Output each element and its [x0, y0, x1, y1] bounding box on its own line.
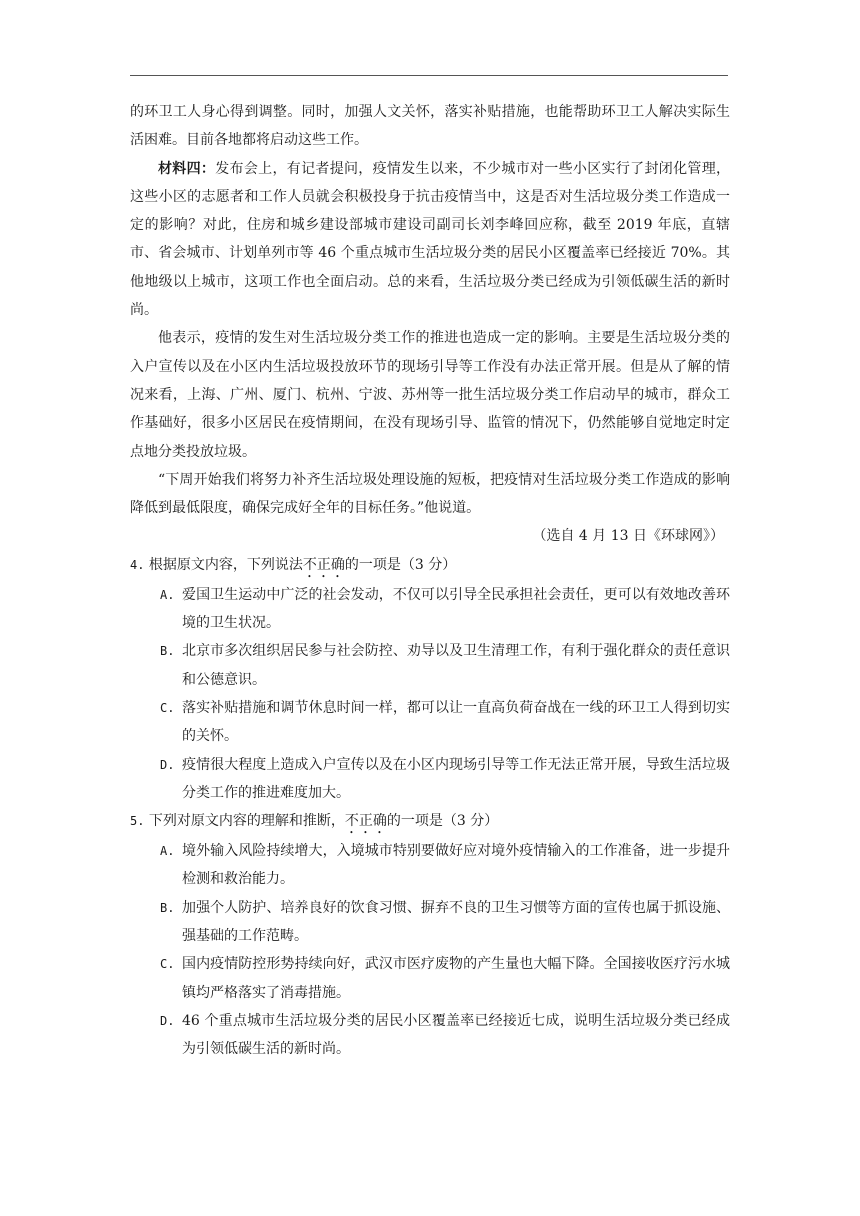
option-letter: B. [160, 644, 175, 659]
option-d[interactable] [130, 1007, 730, 1064]
header-rule [130, 75, 728, 76]
option-d[interactable] [130, 751, 730, 808]
question-5 [130, 807, 730, 1063]
option-letter: C. [160, 700, 175, 715]
option-c[interactable] [130, 694, 730, 751]
material-4-text: 发布会上，有记者提问，疫情发生以来，不少城市对一些小区实行了封闭化管理，这些小区的志愿者和工作人员就会积极投身于抗击疫情当中，这是否对生活垃圾分类工作造成一定的影响？对此，住房和城乡建设部城市建设司副司长刘李峰回应称，截至 2019 年底，直辖市、省会城市、计划单列市等 46 个重点城市生活垃圾分类的居民小区覆盖率已经接近 70%。其他地级以上城市，这项工作也全面启动。总的来看，生活垃圾分类已经成为引领低碳生活的新时尚。 [130, 160, 731, 319]
option-a[interactable] [130, 837, 730, 894]
option-b[interactable] [130, 894, 730, 951]
option-text: 疫情很大程度上造成入户宣传以及在小区内现场引导等工作无法正常开展，导致生活垃圾分类工作的推进难度加大。 [182, 756, 730, 801]
question-4 [130, 551, 730, 807]
question-stem [130, 807, 730, 837]
question-stem-text: 下列对原文内容的理解和推断， [148, 813, 345, 830]
passage-paragraph-continued: 的环卫工人身心得到调整。同时，加强人文关怀，落实补贴措施，也能帮助环卫工人解决实际生活困难。目前各地都将启动这些工作。 [130, 104, 730, 149]
passage-paragraph-3: “下周开始我们将努力补齐生活垃圾处理设施的短板，把疫情对生活垃圾分类工作造成的影响降低到最低限度，确保完成好全年的目标任务。”他说道。 [130, 471, 730, 517]
option-text: 境外输入风险持续增大，入境城市特别要做好应对境外疫情输入的工作准备，进一步提升检测和救治能力。 [182, 843, 730, 888]
option-text: 46 个重点城市生活垃圾分类的居民小区覆盖率已经接近七成，说明生活垃圾分类已经成为引领低碳生活的新时尚。 [182, 1012, 730, 1058]
option-b[interactable] [130, 637, 730, 694]
passage-paragraph-2: 他表示，疫情的发生对生活垃圾分类工作的推进也造成一定的影响。主要是生活垃圾分类的入户宣传以及在小区内生活垃圾投放环节的现场引导等工作没有办法正常开展。但是从了解的情况来看，上海、广州、厦门、杭州、宁波、苏州等一批生活垃圾分类工作启动早的城市，群众工作基础好，很多小区居民在疫情期间，在没有现场引导、监管的情况下，仍然能够自觉地定时定点地分类投放垃圾。 [130, 330, 730, 460]
option-a[interactable] [130, 581, 730, 638]
option-letter: C. [160, 957, 175, 972]
emphasis-text: 不正确 [302, 556, 345, 573]
material-4-label: 材料四： [158, 160, 216, 177]
option-text: 国内疫情防控形势持续向好，武汉市医疗废物的产生量也大幅下降。全国接收医疗污水城镇均严格落实了消毒措施。 [182, 956, 730, 1001]
option-letter: A. [160, 587, 175, 602]
option-text: 落实补贴措施和调节休息时间一样，都可以让一直高负荷奋战在一线的环卫工人得到切实的关怀。 [182, 699, 730, 745]
option-text: 爱国卫生运动中广泛的社会发动，不仅可以引导全民承担社会责任，更可以有效地改善环境的卫生状况。 [182, 586, 730, 632]
option-c[interactable] [130, 950, 730, 1007]
question-stem [130, 551, 730, 581]
option-text: 加强个人防护、培养良好的饮食习惯、摒弃不良的卫生习惯等方面的宣传也属于抓设施、强基础的工作范畴。 [182, 899, 730, 945]
question-number: 5. [130, 814, 145, 829]
source-citation: （选自 4 月 13 日《环球网》） [532, 528, 724, 545]
question-stem-tail: 的一项是（3 分） [386, 813, 499, 830]
option-letter: B. [160, 900, 175, 915]
page-content [130, 98, 730, 1064]
emphasis-text: 不正确 [344, 813, 387, 830]
option-letter: D. [160, 1013, 175, 1028]
option-letter: D. [160, 757, 175, 772]
option-letter: A. [160, 844, 175, 859]
question-stem-text: 根据原文内容，下列说法 [148, 556, 303, 573]
material-4-paragraph [130, 155, 730, 325]
option-text: 北京市多次组织居民参与社会防控、劝导以及卫生清理工作，有利于强化群众的责任意识和公德意识。 [182, 643, 730, 688]
question-stem-tail: 的一项是（3 分） [344, 556, 457, 573]
question-number: 4. [130, 557, 145, 572]
